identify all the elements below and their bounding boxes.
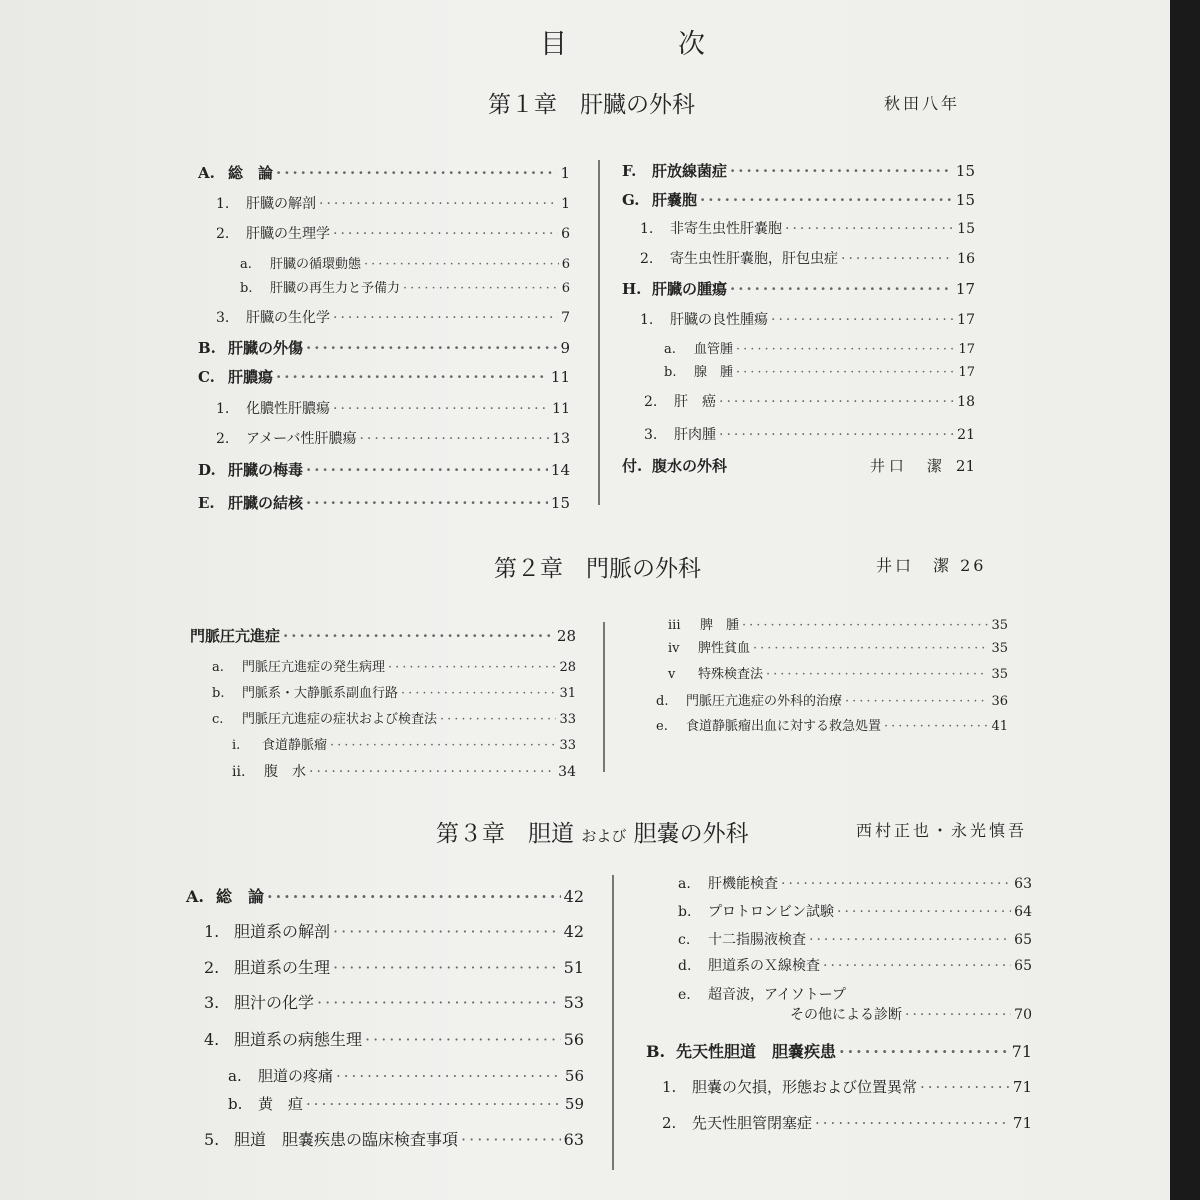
toc-entry <box>622 455 975 476</box>
toc-entry <box>212 656 576 675</box>
column-divider <box>612 875 614 1170</box>
entry-title: 腹 水 <box>264 764 306 780</box>
toc-entry <box>664 338 975 357</box>
page-number: 28 <box>559 660 576 675</box>
entry-title: 黄 疸 <box>258 1095 304 1113</box>
page-number: 13 <box>552 431 570 447</box>
entry-title: 肝肉腫 <box>674 427 716 443</box>
page-number: 17 <box>957 312 975 328</box>
toc-entry <box>646 1039 1032 1062</box>
entry-title: 胆道の疼痛 <box>258 1067 334 1085</box>
leader-dots <box>283 627 554 645</box>
entry-number: E. <box>198 494 215 512</box>
entry-number: 1. <box>640 221 654 237</box>
page-number: 7 <box>561 310 570 326</box>
toc-entry <box>228 1065 584 1086</box>
toc-entry <box>640 218 975 238</box>
leader-dots <box>809 932 1011 948</box>
page-number: 65 <box>1014 932 1032 948</box>
leader-dots <box>736 365 955 380</box>
toc-entry <box>204 1127 584 1150</box>
entry-title: 門脈圧亢進症の症状および検査法 <box>242 712 438 727</box>
entry-number: A. <box>186 887 204 906</box>
entry-number: A. <box>198 164 215 182</box>
toc-entry <box>216 428 570 448</box>
toc-entry <box>190 625 576 646</box>
leader-dots <box>440 712 556 727</box>
entry-number: iii <box>668 618 681 633</box>
entry-title: 脾 腫 <box>700 618 740 633</box>
toc-entry <box>240 277 570 296</box>
column-divider <box>603 622 605 772</box>
page-number: 14 <box>550 461 570 479</box>
leader-dots <box>700 191 953 209</box>
toc-entry <box>186 884 584 907</box>
entry-title: 肝臓の良性腫瘍 <box>670 312 768 328</box>
entry-title: 胆道 胆嚢疾患の臨床検査事項 <box>234 1130 459 1149</box>
column-divider <box>598 160 600 505</box>
leader-dots <box>365 1030 561 1049</box>
chapter-3-heading: 第３章 胆道 および 胆嚢の外科 <box>436 821 749 847</box>
page-number: 35 <box>991 667 1008 682</box>
toc-entry <box>198 162 570 183</box>
leader-dots <box>319 196 558 212</box>
entry-number: b. <box>678 904 692 920</box>
leader-dots <box>730 162 953 180</box>
entry-title: 総 論 <box>228 164 274 182</box>
entry-title: 寄生虫性肝嚢胞，肝包虫症 <box>670 251 838 267</box>
toc-entry <box>232 761 576 781</box>
entry-title: 胆道系のＸ線検査 <box>708 958 820 974</box>
page-number: 6 <box>561 257 570 272</box>
leader-dots <box>771 312 954 328</box>
entry-title: 肝 癌 <box>674 394 716 410</box>
page-number: 35 <box>991 618 1008 633</box>
page-number: 6 <box>561 281 570 296</box>
entry-number: 4. <box>204 1030 220 1049</box>
page-number: 11 <box>550 368 570 386</box>
entry-title: 血管腫 <box>694 342 734 357</box>
entry-title: 肝放線菌症 <box>652 162 728 180</box>
toc-entry <box>216 223 570 243</box>
page-number: 56 <box>563 1030 584 1049</box>
leader-dots <box>719 427 954 443</box>
page-number: 31 <box>559 686 576 701</box>
entry-number: 2. <box>644 394 658 410</box>
entry-number: H. <box>622 280 642 298</box>
entry-number: 1. <box>204 922 220 941</box>
entry-title: その他による診断 <box>790 1007 902 1023</box>
leader-dots <box>309 764 555 780</box>
toc-entry <box>212 682 576 701</box>
leader-dots <box>306 494 548 512</box>
entry-title: 門脈圧亢進症の発生病理 <box>242 660 386 675</box>
entry-number: d. <box>656 694 669 709</box>
leader-dots <box>736 342 955 357</box>
entry-number: 付. <box>622 457 643 475</box>
entry-number: c. <box>212 712 224 727</box>
entry-title: 肝臓の外傷 <box>228 339 304 357</box>
leader-dots <box>267 887 561 906</box>
entry-title: 門脈圧亢進症 <box>190 627 281 645</box>
page-number: 33 <box>559 738 576 753</box>
leader-dots <box>364 257 559 272</box>
entry-title: 肝臓の生化学 <box>246 310 330 326</box>
entry-title: 脾性貧血 <box>698 641 751 656</box>
entry-title: 胆汁の化学 <box>234 993 315 1012</box>
entry-title: プロトロンビン試験 <box>708 904 834 920</box>
entry-number: ii. <box>232 764 246 780</box>
page-number: 42 <box>563 922 584 941</box>
entry-number: a. <box>678 876 691 892</box>
toc-entry <box>668 614 1008 633</box>
leader-dots <box>839 1042 1009 1061</box>
entry-number: G. <box>622 191 640 209</box>
entry-title: 超音波，アイソトープ <box>708 987 847 1003</box>
leader-dots <box>306 339 557 357</box>
leader-dots <box>403 281 559 296</box>
toc-entry <box>198 366 570 387</box>
entry-title: 肝機能検査 <box>708 876 778 892</box>
toc-entry <box>216 398 570 418</box>
toc-entry <box>790 1004 1032 1024</box>
leader-dots <box>837 904 1011 920</box>
entry-number: 1. <box>640 312 654 328</box>
leader-dots <box>815 1114 1010 1132</box>
toc-entry <box>656 690 1008 709</box>
entry-title: 胆道系の解剖 <box>234 922 331 941</box>
page-number: 41 <box>991 719 1008 734</box>
page-number: 9 <box>560 339 570 357</box>
entry-number: D. <box>198 461 216 479</box>
entry-title: 門脈圧亢進症の外科的治療 <box>686 694 843 709</box>
entry-title: 肝臓の循環動態 <box>270 257 362 272</box>
page-number: 63 <box>563 1130 584 1149</box>
entry-number: C. <box>198 368 215 386</box>
page-number: 21 <box>955 457 975 475</box>
toc-entry <box>678 984 1032 1004</box>
leader-dots <box>306 461 548 479</box>
leader-dots <box>276 164 557 182</box>
entry-number: d. <box>678 958 692 974</box>
entry-author: 井口 潔 <box>869 457 946 475</box>
entry-title: 肝臓の再生力と予備力 <box>270 281 401 296</box>
entry-number: 5. <box>204 1130 220 1149</box>
leader-dots <box>730 280 953 298</box>
page-number: 42 <box>563 887 584 906</box>
toc-entry <box>622 278 975 299</box>
leader-dots <box>317 993 561 1012</box>
toc-entry <box>644 391 975 411</box>
entry-number: 2. <box>662 1114 677 1132</box>
page-number: 16 <box>957 251 975 267</box>
toc-entry <box>678 873 1032 893</box>
toc-entry <box>640 309 975 329</box>
toc-entry <box>622 160 975 181</box>
leader-dots <box>781 876 1011 892</box>
page-number: 59 <box>564 1095 584 1113</box>
leader-dots <box>336 1067 562 1085</box>
leader-dots <box>823 958 1011 974</box>
leader-dots <box>333 310 558 326</box>
leader-dots <box>766 667 988 682</box>
page-number: 70 <box>1014 1007 1032 1023</box>
page-number: 64 <box>1014 904 1032 920</box>
entry-title: 十二指腸液検査 <box>708 932 806 948</box>
entry-title: 腹水の外科 <box>652 457 728 475</box>
chapter-3-author: 西村正也・永光慎吾 <box>856 821 1028 840</box>
entry-number: B. <box>198 339 216 357</box>
toc-entry <box>204 955 584 978</box>
entry-title: 化膿性肝膿瘍 <box>246 401 330 417</box>
entry-title: 肝嚢胞 <box>652 191 698 209</box>
page-number: 17 <box>955 280 975 298</box>
toc-entry <box>204 919 584 942</box>
page-number: 71 <box>1012 1078 1032 1096</box>
entry-number: 1. <box>662 1078 677 1096</box>
page-number: 17 <box>958 342 975 357</box>
entry-title: 肝臓の結核 <box>228 494 304 512</box>
leader-dots <box>753 641 988 656</box>
toc-entry <box>212 708 576 727</box>
entry-number: a. <box>228 1067 242 1085</box>
entry-title: 胆道系の生理 <box>234 958 331 977</box>
page-number: 15 <box>957 221 975 237</box>
leader-dots <box>306 1095 562 1113</box>
page-number: 15 <box>955 191 975 209</box>
leader-dots <box>401 686 556 701</box>
entry-number: B. <box>646 1042 666 1061</box>
toc-entry <box>640 248 975 268</box>
toc-entry <box>668 663 1008 682</box>
entry-number: c. <box>678 932 691 948</box>
page-number: 36 <box>991 694 1008 709</box>
toc-entry <box>622 189 975 210</box>
leader-dots <box>742 618 988 633</box>
page-number: 6 <box>561 226 570 242</box>
leader-dots <box>276 368 548 386</box>
page-number: 33 <box>559 712 576 727</box>
entry-title: 食道静脈瘤 <box>262 738 328 753</box>
leader-dots <box>884 719 988 734</box>
toc-entry <box>664 361 975 380</box>
entry-number: e. <box>656 719 668 734</box>
entry-number: 2. <box>216 226 230 242</box>
entry-number: b. <box>228 1095 243 1113</box>
leader-dots <box>920 1078 1010 1096</box>
leader-dots <box>333 226 558 242</box>
toc-entry <box>656 715 1008 734</box>
leader-dots <box>785 221 954 237</box>
entry-title: 食道静脈瘤出血に対する救急処置 <box>686 719 882 734</box>
page-number: 1 <box>561 196 570 212</box>
page-number: 1 <box>560 164 570 182</box>
leader-dots <box>388 660 556 675</box>
page-number: 18 <box>957 394 975 410</box>
chapter-2-heading: 第２章 門脈の外科 <box>494 556 701 582</box>
page-number: 71 <box>1012 1114 1032 1132</box>
leader-dots <box>841 251 954 267</box>
chapter-2-author: 井口 潔 26 <box>876 556 987 575</box>
entry-title: 肝膿瘍 <box>228 368 274 386</box>
entry-number: 1. <box>216 196 230 212</box>
entry-number: 1. <box>216 401 230 417</box>
toc-entry <box>678 901 1032 921</box>
page-number: 28 <box>556 627 576 645</box>
entry-title: 先天性胆道 胆嚢疾患 <box>676 1042 837 1061</box>
entry-title: 肝臓の解剖 <box>246 196 316 212</box>
page-number: 71 <box>1011 1042 1032 1061</box>
toc-entry <box>204 1027 584 1050</box>
page-number: 56 <box>564 1067 584 1085</box>
toc-entry <box>668 637 1008 656</box>
entry-title: 胆道系の病態生理 <box>234 1030 363 1049</box>
entry-number: a. <box>664 342 676 357</box>
page-number: 63 <box>1014 876 1032 892</box>
toc-entry <box>228 1093 584 1114</box>
leader-dots <box>359 431 549 447</box>
toc-entry <box>678 929 1032 949</box>
toc-entry <box>204 990 584 1013</box>
entry-title: 腺 腫 <box>694 365 734 380</box>
toc-entry <box>240 253 570 272</box>
entry-title: 肝臓の腫瘍 <box>652 280 728 298</box>
entry-number: a. <box>240 257 252 272</box>
toc-entry <box>662 1112 1032 1133</box>
toc-entry <box>678 955 1032 975</box>
entry-number: a. <box>212 660 224 675</box>
entry-number: b. <box>240 281 253 296</box>
leader-dots <box>845 694 988 709</box>
leader-dots <box>333 401 549 417</box>
page-number: 65 <box>1014 958 1032 974</box>
page-title: 目 次 <box>540 29 747 60</box>
toc-entry <box>198 492 570 513</box>
entry-title: 非寄生虫性肝嚢胞 <box>670 221 782 237</box>
entry-number: F. <box>622 162 637 180</box>
page-number: 15 <box>550 494 570 512</box>
chapter-1-author: 秋田八年 <box>884 94 961 113</box>
entry-number: 2. <box>216 431 230 447</box>
leader-dots <box>905 1007 1011 1023</box>
entry-title: 胆嚢の欠損，形態および位置異常 <box>692 1078 918 1096</box>
entry-number: v <box>668 667 676 682</box>
toc-entry <box>232 734 576 753</box>
entry-number: e. <box>678 987 691 1003</box>
toc-entry <box>644 424 975 444</box>
page-number: 34 <box>558 764 576 780</box>
leader-dots <box>333 922 561 941</box>
entry-number: b. <box>212 686 225 701</box>
entry-title: 特殊検査法 <box>698 667 764 682</box>
toc-entry <box>216 307 570 327</box>
leader-dots <box>461 1130 561 1149</box>
entry-number: i. <box>232 738 241 753</box>
entry-number: b. <box>664 365 677 380</box>
leader-dots <box>333 958 561 977</box>
entry-number: 2. <box>640 251 654 267</box>
leader-dots <box>719 394 954 410</box>
entry-number: 3. <box>216 310 230 326</box>
page-number: 21 <box>957 427 975 443</box>
page-number: 11 <box>552 401 570 417</box>
page-number: 15 <box>955 162 975 180</box>
entry-number: 3. <box>644 427 658 443</box>
page-number: 51 <box>563 958 584 977</box>
page-number: 53 <box>563 993 584 1012</box>
entry-number: 3. <box>204 993 220 1012</box>
entry-title: 肝臓の梅毒 <box>228 461 304 479</box>
page-number: 35 <box>991 641 1008 656</box>
toc-entry <box>198 459 570 480</box>
entry-title: 肝臓の生理学 <box>246 226 330 242</box>
chapter-1-heading: 第１章 肝臓の外科 <box>488 92 695 118</box>
toc-entry <box>216 193 570 213</box>
entry-title: 総 論 <box>216 887 265 906</box>
entry-title: 門脈系・大静脈系副血行路 <box>242 686 399 701</box>
entry-number: 2. <box>204 958 220 977</box>
leader-dots <box>330 738 556 753</box>
toc-entry <box>662 1076 1032 1097</box>
entry-number: iv <box>668 641 680 656</box>
toc-entry <box>198 337 570 358</box>
entry-title: アメーバ性肝膿瘍 <box>246 431 357 447</box>
page-number: 17 <box>958 365 975 380</box>
entry-title: 先天性胆管閉塞症 <box>692 1114 813 1132</box>
